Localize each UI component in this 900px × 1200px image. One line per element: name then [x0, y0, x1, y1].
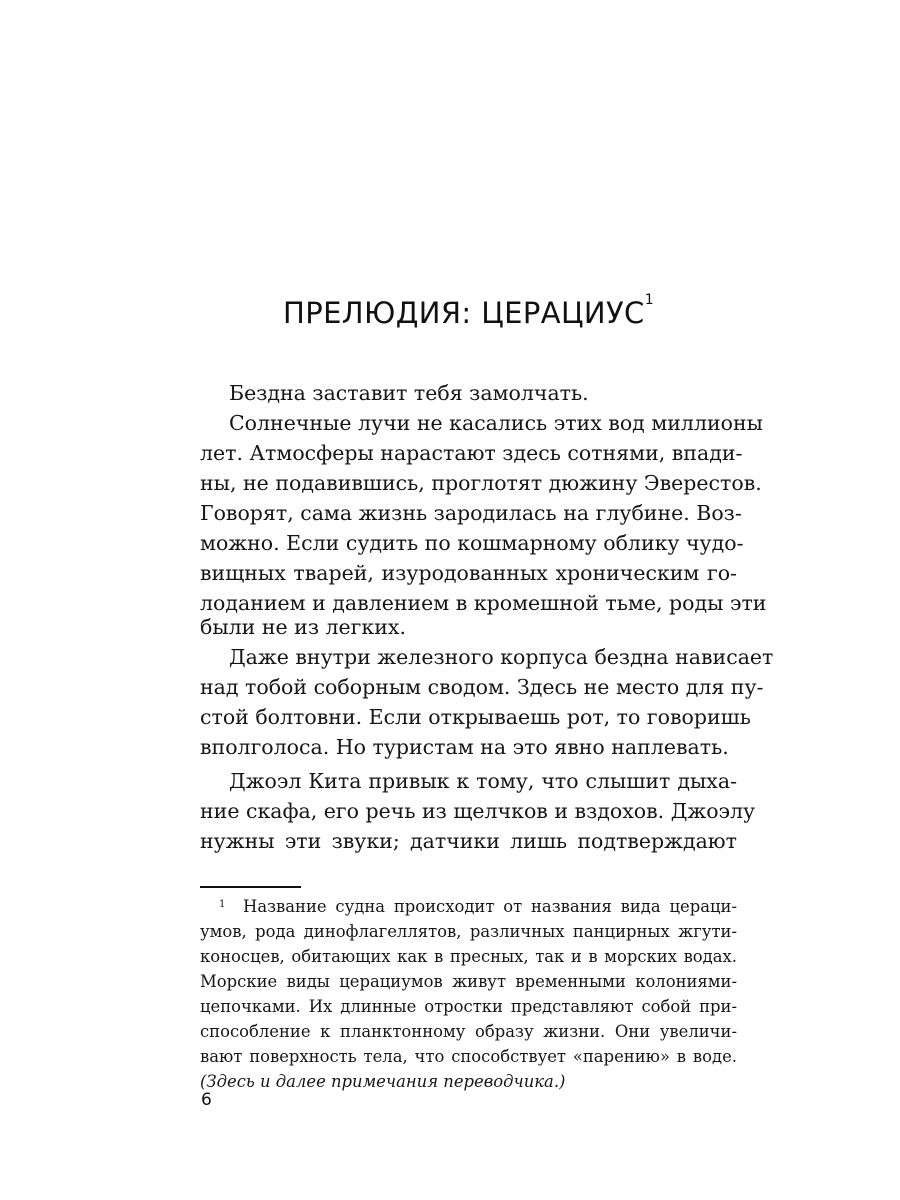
body-line: ние скафа, его речь из щелчков и вздохов. Джоэлу [200, 799, 756, 823]
body-line: нужны эти звуки; датчики лишь подтверждают [200, 829, 737, 853]
body-line: Говорят, сама жизнь зародилась на глубине. Воз- [200, 501, 742, 525]
body-line: лоданием и давлением в кромешной тьме, роды эти [200, 591, 767, 615]
body-line: лет. Атмосферы нарастают здесь сотнями, впади- [200, 441, 743, 465]
footnote-line: цепочками. Их длинные отростки представляют собой при- [200, 997, 737, 1016]
body-line: Даже внутри железного корпуса бездна нависает [229, 645, 774, 669]
footnote-line-text: Название судна происходит от названия вида цераци- [243, 897, 738, 916]
footnote-marker: 1 [219, 899, 226, 910]
body-line: Бездна заставит тебя замолчать. [229, 381, 589, 405]
body-line: Солнечные лучи не касались этих вод миллионы [229, 411, 763, 435]
body-line: вищных тварей, изуродованных хроническим го- [200, 561, 737, 585]
chapter-title-text: ПРЕЛЮДИЯ: ЦЕРАЦИУС [282, 296, 645, 330]
body-line: были не из легких. [200, 615, 406, 639]
footnote-reference-marker: 1 [644, 292, 655, 308]
footnote-translator-note: (Здесь и далее примечания переводчика.) [200, 1072, 566, 1091]
footnote-divider [200, 886, 301, 888]
chapter-title [200, 292, 737, 330]
footnote-line [219, 894, 737, 919]
body-line: можно. Если судить по кошмарному облику чудо- [200, 531, 744, 555]
body-line: Джоэл Кита привык к тому, что слышит дыха- [229, 769, 737, 793]
body-line: ны, не подавившись, проглотят дюжину Эверестов. [200, 471, 762, 495]
body-line: над тобой соборным сводом. Здесь не место для пу- [200, 675, 764, 699]
page-number: 6 [201, 1090, 212, 1110]
footnote-line: коносцев, обитающих как в пресных, так и в морских водах. [200, 947, 737, 966]
footnote-line: способление к планктонному образу жизни. Они увеличи- [200, 1022, 737, 1041]
footnote-line: умов, рода динофлагеллятов, различных панцирных жгути- [200, 922, 737, 941]
body-line: вполголоса. Но туристам на это явно наплевать. [200, 735, 729, 759]
footnote-line: Морские виды церациумов живут временными колониями- [200, 972, 737, 991]
footnote-line: вают поверхность тела, что способствует «парению» в воде. [200, 1047, 737, 1066]
body-line: стой болтовни. Если открываешь рот, то говоришь [200, 705, 751, 729]
